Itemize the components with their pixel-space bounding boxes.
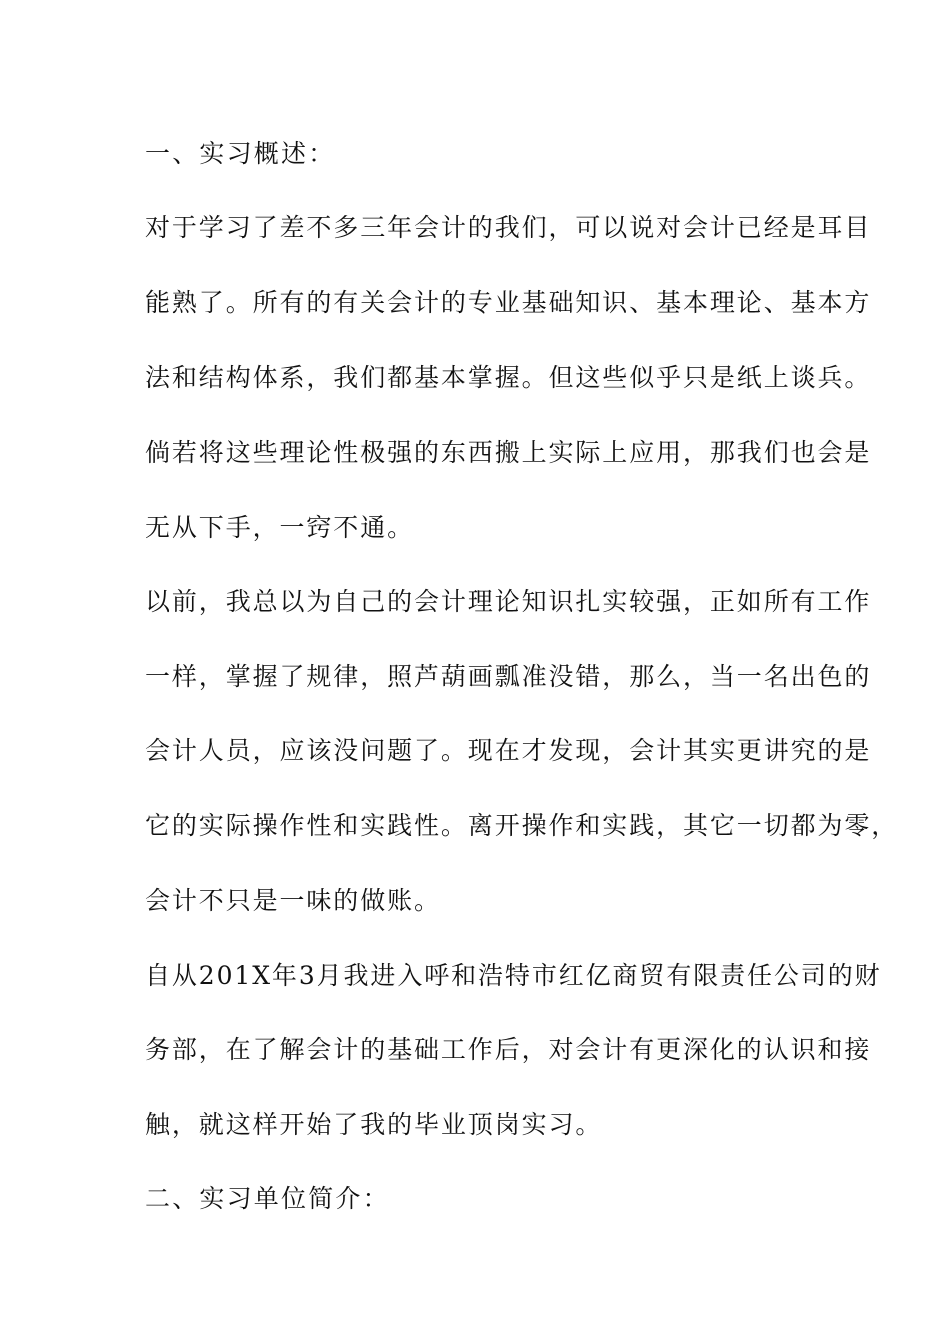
paragraph-line: 会计不只是一味的做账。: [145, 886, 441, 915]
section-heading-internship-overview: 一、实习概述：: [145, 139, 336, 168]
paragraph-line: 对于学习了差不多三年会计的我们，可以说对会计已经是耳目: [145, 213, 872, 242]
paragraph-line: 倘若将这些理论性极强的东西搬上实际上应用，那我们也会是: [145, 438, 872, 467]
paragraph-line: 法和结构体系，我们都基本掌握。但这些似乎只是纸上谈兵。: [145, 363, 872, 392]
paragraph-line: 能熟了。所有的有关会计的专业基础知识、基本理论、基本方: [145, 288, 872, 317]
paragraph-line: 以前，我总以为自己的会计理论知识扎实较强，正如所有工作: [145, 587, 872, 616]
paragraph-line: 触，就这样开始了我的毕业顶岗实习。: [145, 1110, 603, 1139]
paragraph-line: 务部，在了解会计的基础工作后，对会计有更深化的认识和接: [145, 1035, 872, 1064]
paragraph-line: 它的实际操作性和实践性。离开操作和实践，其它一切都为零，: [145, 811, 899, 840]
paragraph-line: 一样，掌握了规律，照芦葫画瓢准没错，那么，当一名出色的: [145, 662, 872, 691]
paragraph-line: 无从下手，一窍不通。: [145, 513, 415, 542]
section-heading-unit-introduction: 二、实习单位简介：: [145, 1184, 390, 1213]
paragraph-line: 自从201X年3月我进入呼和浩特市红亿商贸有限责任公司的财: [145, 961, 882, 990]
paragraph-line: 会计人员，应该没问题了。现在才发现，会计其实更讲究的是: [145, 736, 872, 765]
